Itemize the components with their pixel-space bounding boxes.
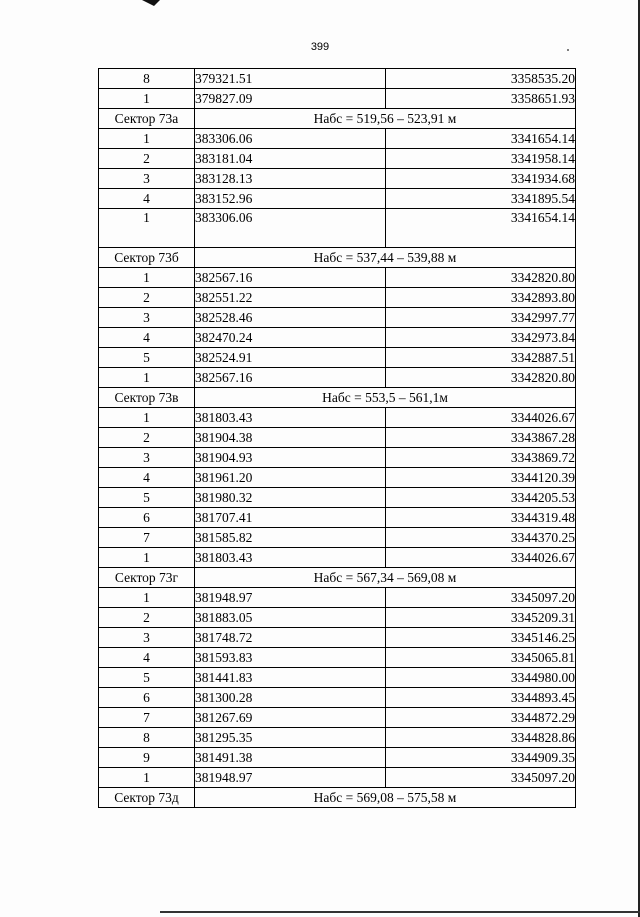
table-row xyxy=(99,308,576,328)
table-row xyxy=(99,149,576,169)
point-number-cell: 1 xyxy=(99,408,195,428)
x-coordinate-cell: 383128.13 xyxy=(195,169,386,189)
x-coordinate-cell: 381748.72 xyxy=(195,628,386,648)
y-coordinate-cell: 3341654.14 xyxy=(386,129,576,149)
x-coordinate-cell: 381267.69 xyxy=(195,708,386,728)
table-row xyxy=(99,768,576,788)
coordinates-table xyxy=(98,68,576,808)
y-coordinate-cell: 3343867.28 xyxy=(386,428,576,448)
y-coordinate-cell: 3344026.67 xyxy=(386,548,576,568)
table-row xyxy=(99,428,576,448)
x-coordinate-cell: 381904.93 xyxy=(195,448,386,468)
table-row xyxy=(99,408,576,428)
point-number-cell: 5 xyxy=(99,348,195,368)
x-coordinate-cell: 382567.16 xyxy=(195,268,386,288)
point-number-cell: 2 xyxy=(99,149,195,169)
point-number-cell: 3 xyxy=(99,169,195,189)
x-coordinate-cell: 381491.38 xyxy=(195,748,386,768)
table-row xyxy=(99,508,576,528)
point-number-cell: 2 xyxy=(99,428,195,448)
point-number-cell: 8 xyxy=(99,728,195,748)
y-coordinate-cell: 3344980.00 xyxy=(386,668,576,688)
point-number-cell: 2 xyxy=(99,288,195,308)
sector-elevation: Набс = 537,44 – 539,88 м xyxy=(195,248,576,268)
x-coordinate-cell: 381585.82 xyxy=(195,528,386,548)
point-number-cell: 2 xyxy=(99,608,195,628)
y-coordinate-cell: 3342973.84 xyxy=(386,328,576,348)
y-coordinate-cell: 3344120.39 xyxy=(386,468,576,488)
table-row xyxy=(99,268,576,288)
scan-edge-bottom xyxy=(160,911,640,913)
y-coordinate-cell: 3344909.35 xyxy=(386,748,576,768)
coordinates-table-body xyxy=(99,69,576,808)
sector-header-row xyxy=(99,388,576,408)
x-coordinate-cell: 382567.16 xyxy=(195,368,386,388)
x-coordinate-cell: 382524.91 xyxy=(195,348,386,368)
table-row xyxy=(99,129,576,149)
point-number-cell: 1 xyxy=(99,89,195,109)
y-coordinate-cell: 3344893.45 xyxy=(386,688,576,708)
point-number-cell: 3 xyxy=(99,628,195,648)
table-row xyxy=(99,288,576,308)
sector-header-row xyxy=(99,248,576,268)
point-number-cell: 3 xyxy=(99,448,195,468)
table-row xyxy=(99,728,576,748)
table-row xyxy=(99,448,576,468)
x-coordinate-cell: 381961.20 xyxy=(195,468,386,488)
sector-label: Сектор 73б xyxy=(99,248,195,268)
table-row xyxy=(99,528,576,548)
point-number-cell: 4 xyxy=(99,328,195,348)
x-coordinate-cell: 381948.97 xyxy=(195,588,386,608)
point-number-cell: 8 xyxy=(99,69,195,89)
y-coordinate-cell: 3345146.25 xyxy=(386,628,576,648)
point-number-cell: 5 xyxy=(99,488,195,508)
y-coordinate-cell: 3341958.14 xyxy=(386,149,576,169)
y-coordinate-cell: 3342820.80 xyxy=(386,368,576,388)
y-coordinate-cell: 3344026.67 xyxy=(386,408,576,428)
x-coordinate-cell: 381803.43 xyxy=(195,408,386,428)
y-coordinate-cell: 3344828.86 xyxy=(386,728,576,748)
point-number-cell: 1 xyxy=(99,588,195,608)
y-coordinate-cell: 3345209.31 xyxy=(386,608,576,628)
table-row xyxy=(99,748,576,768)
sector-label: Сектор 73а xyxy=(99,109,195,129)
table-row xyxy=(99,189,576,209)
sector-label: Сектор 73в xyxy=(99,388,195,408)
y-coordinate-cell: 3345097.20 xyxy=(386,588,576,608)
point-number-cell: 1 xyxy=(99,768,195,788)
table-row xyxy=(99,668,576,688)
y-coordinate-cell: 3344319.48 xyxy=(386,508,576,528)
table-row xyxy=(99,89,576,109)
sector-label: Сектор 73г xyxy=(99,568,195,588)
x-coordinate-cell: 381593.83 xyxy=(195,648,386,668)
point-number-cell: 4 xyxy=(99,189,195,209)
y-coordinate-cell: 3345097.20 xyxy=(386,768,576,788)
x-coordinate-cell: 381707.41 xyxy=(195,508,386,528)
table-row xyxy=(99,348,576,368)
table-row xyxy=(99,688,576,708)
table-row xyxy=(99,368,576,388)
y-coordinate-cell: 3342893.80 xyxy=(386,288,576,308)
point-number-cell: 1 xyxy=(99,129,195,149)
x-coordinate-cell: 381883.05 xyxy=(195,608,386,628)
table-row xyxy=(99,608,576,628)
table-row xyxy=(99,588,576,608)
table-row xyxy=(99,708,576,728)
x-coordinate-cell: 381803.43 xyxy=(195,548,386,568)
y-coordinate-cell: 3342887.51 xyxy=(386,348,576,368)
x-coordinate-cell: 382551.22 xyxy=(195,288,386,308)
y-coordinate-cell: 3358535.20 xyxy=(386,69,576,89)
x-coordinate-cell: 381904.38 xyxy=(195,428,386,448)
table-row xyxy=(99,488,576,508)
table-row xyxy=(99,468,576,488)
x-coordinate-cell: 381295.35 xyxy=(195,728,386,748)
y-coordinate-cell: 3342997.77 xyxy=(386,308,576,328)
point-number-cell: 1 xyxy=(99,209,195,248)
y-coordinate-cell: 3341934.68 xyxy=(386,169,576,189)
scan-corner-mark xyxy=(142,0,160,6)
point-number-cell: 1 xyxy=(99,268,195,288)
point-number-cell: 3 xyxy=(99,308,195,328)
point-number-cell: 7 xyxy=(99,708,195,728)
y-coordinate-cell: 3358651.93 xyxy=(386,89,576,109)
point-number-cell: 1 xyxy=(99,548,195,568)
y-coordinate-cell: 3342820.80 xyxy=(386,268,576,288)
x-coordinate-cell: 383306.06 xyxy=(195,209,386,248)
x-coordinate-cell: 383152.96 xyxy=(195,189,386,209)
point-number-cell: 4 xyxy=(99,648,195,668)
point-number-cell: 9 xyxy=(99,748,195,768)
table-row xyxy=(99,209,576,248)
point-number-cell: 4 xyxy=(99,468,195,488)
x-coordinate-cell: 379827.09 xyxy=(195,89,386,109)
x-coordinate-cell: 379321.51 xyxy=(195,69,386,89)
table-row xyxy=(99,628,576,648)
x-coordinate-cell: 381980.32 xyxy=(195,488,386,508)
y-coordinate-cell: 3345065.81 xyxy=(386,648,576,668)
x-coordinate-cell: 381300.28 xyxy=(195,688,386,708)
point-number-cell: 7 xyxy=(99,528,195,548)
table-row xyxy=(99,548,576,568)
table-row xyxy=(99,648,576,668)
y-coordinate-cell: 3344370.25 xyxy=(386,528,576,548)
sector-elevation: Набс = 569,08 – 575,58 м xyxy=(195,788,576,808)
sector-elevation: Набс = 553,5 – 561,1м xyxy=(195,388,576,408)
point-number-cell: 1 xyxy=(99,368,195,388)
x-coordinate-cell: 383306.06 xyxy=(195,129,386,149)
table-row xyxy=(99,169,576,189)
x-coordinate-cell: 383181.04 xyxy=(195,149,386,169)
table-row xyxy=(99,328,576,348)
sector-header-row xyxy=(99,568,576,588)
y-coordinate-cell: 3343869.72 xyxy=(386,448,576,468)
page-number: 399 xyxy=(310,41,330,53)
point-number-cell: 6 xyxy=(99,688,195,708)
sector-header-row xyxy=(99,788,576,808)
table-row xyxy=(99,69,576,89)
y-coordinate-cell: 3344872.29 xyxy=(386,708,576,728)
point-number-cell: 6 xyxy=(99,508,195,528)
x-coordinate-cell: 382528.46 xyxy=(195,308,386,328)
x-coordinate-cell: 381948.97 xyxy=(195,768,386,788)
point-number-cell: 5 xyxy=(99,668,195,688)
y-coordinate-cell: 3341654.14 xyxy=(386,209,576,248)
sector-label: Сектор 73д xyxy=(99,788,195,808)
sector-header-row xyxy=(99,109,576,129)
sector-elevation: Набс = 567,34 – 569,08 м xyxy=(195,568,576,588)
sector-elevation: Набс = 519,56 – 523,91 м xyxy=(195,109,576,129)
x-coordinate-cell: 382470.24 xyxy=(195,328,386,348)
y-coordinate-cell: 3344205.53 xyxy=(386,488,576,508)
y-coordinate-cell: 3341895.54 xyxy=(386,189,576,209)
x-coordinate-cell: 381441.83 xyxy=(195,668,386,688)
